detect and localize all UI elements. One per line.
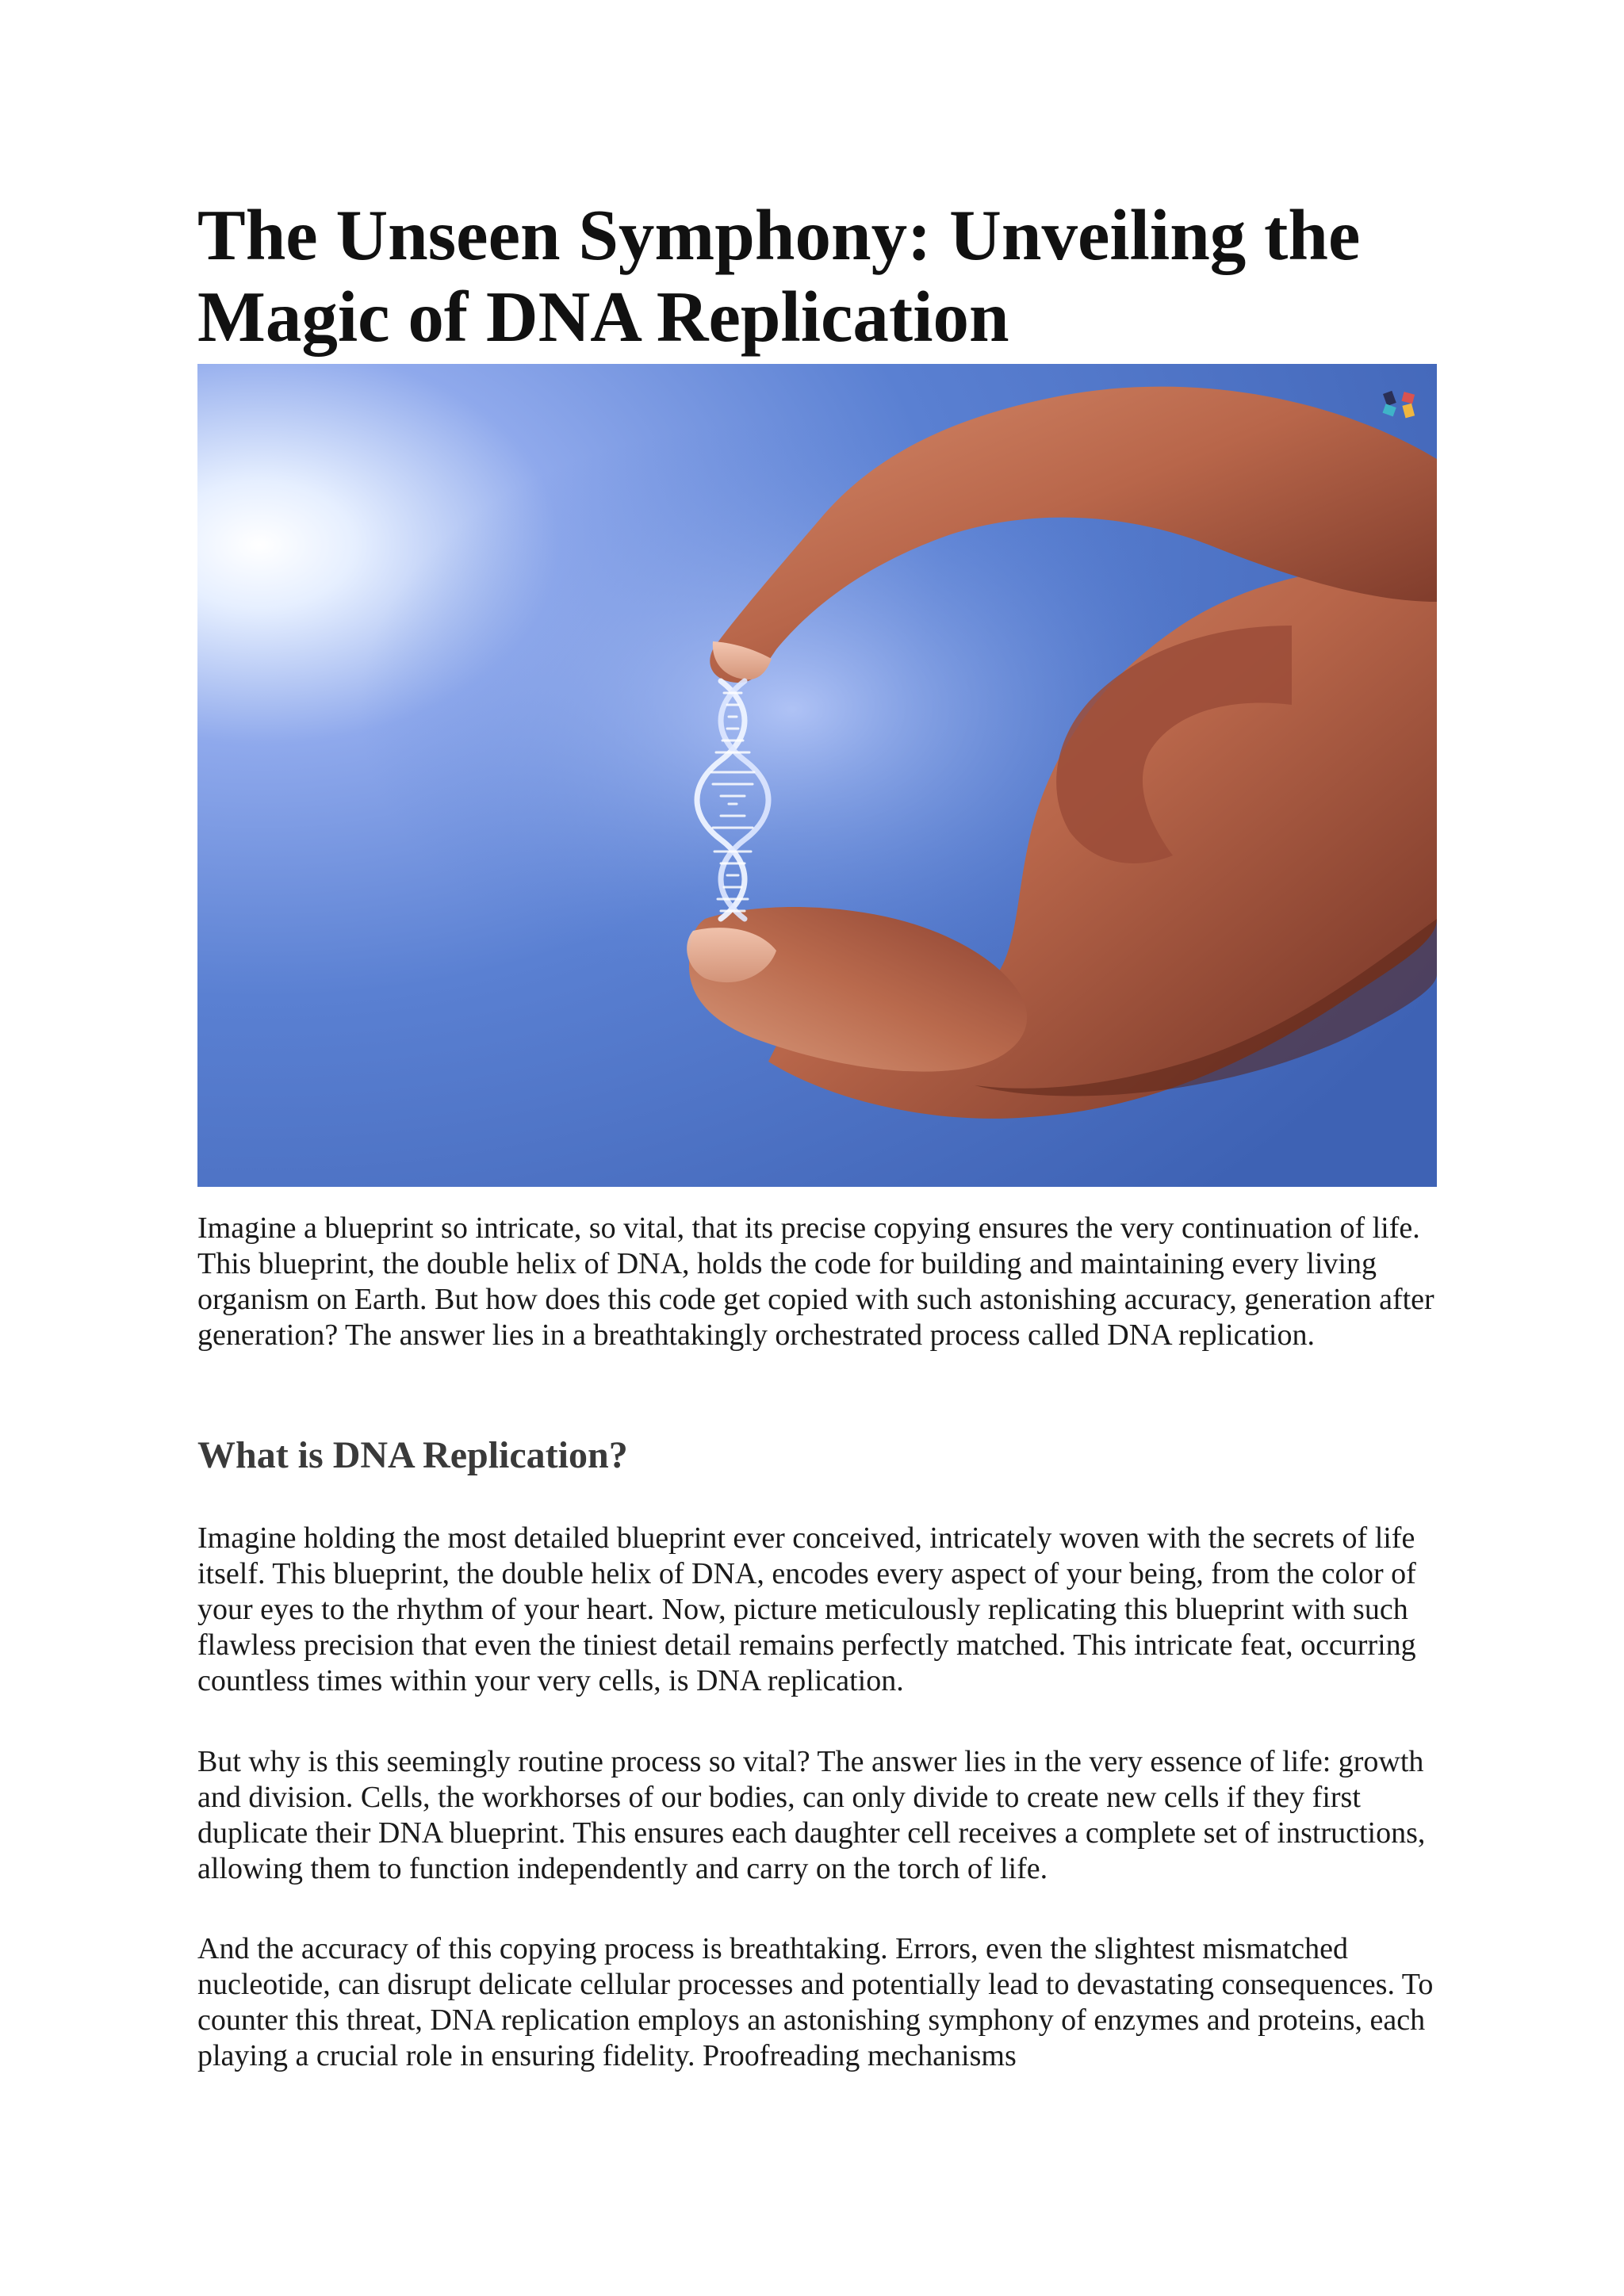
paragraph-1: Imagine holding the most detailed blueprint ever conceived, intricately woven with the secrets of life itself. This blueprint, the double helix of DNA, encodes every aspect of your being, from the color of your eyes to the rhythm of your heart. Now, picture meticulously replicating this blueprint with such flawless precision that even the tiniest detail remains perfectly matched. This intricate feat, occurring countless times within your very cells, is DNA replication. — [197, 1521, 1416, 1697]
hero-image — [197, 364, 1437, 1187]
article-title: The Unseen Symphony: Unveiling the Magic of DNA Replication — [197, 195, 1361, 357]
paragraph-2: But why is this seemingly routine process so vital? The answer lies in the very essence of life: growth and division. Cells, the workhorses of our bodies, can only divide to create new cells if they first duplicate their DNA blueprint. This ensures each daughter cell receives a complete set of instructions, allowing them to function independently and carry on the torch of life. — [197, 1745, 1426, 1885]
intro-paragraph: Imagine a blueprint so intricate, so vital, that its precise copying ensures the very continuation of life. This blueprint, the double helix of DNA, holds the code for building and maintaining every living organism on Earth. But how does this code get copied with such astonishing accuracy, generation after generation? The answer lies in a breathtakingly orchestrated process called DNA replication. — [197, 1211, 1434, 1352]
paragraph-3: And the accuracy of this copying process is breathtaking. Errors, even the slightest mismatched nucleotide, can disrupt delicate cellular processes and potentially lead to devastating consequences. To counter this threat, DNA replication employs an astonishing symphony of enzymes and proteins, each playing a crucial role in ensuring fidelity. Proofreading mechanisms — [197, 1932, 1434, 2072]
section-heading: What is DNA Replication? — [197, 1434, 628, 1476]
